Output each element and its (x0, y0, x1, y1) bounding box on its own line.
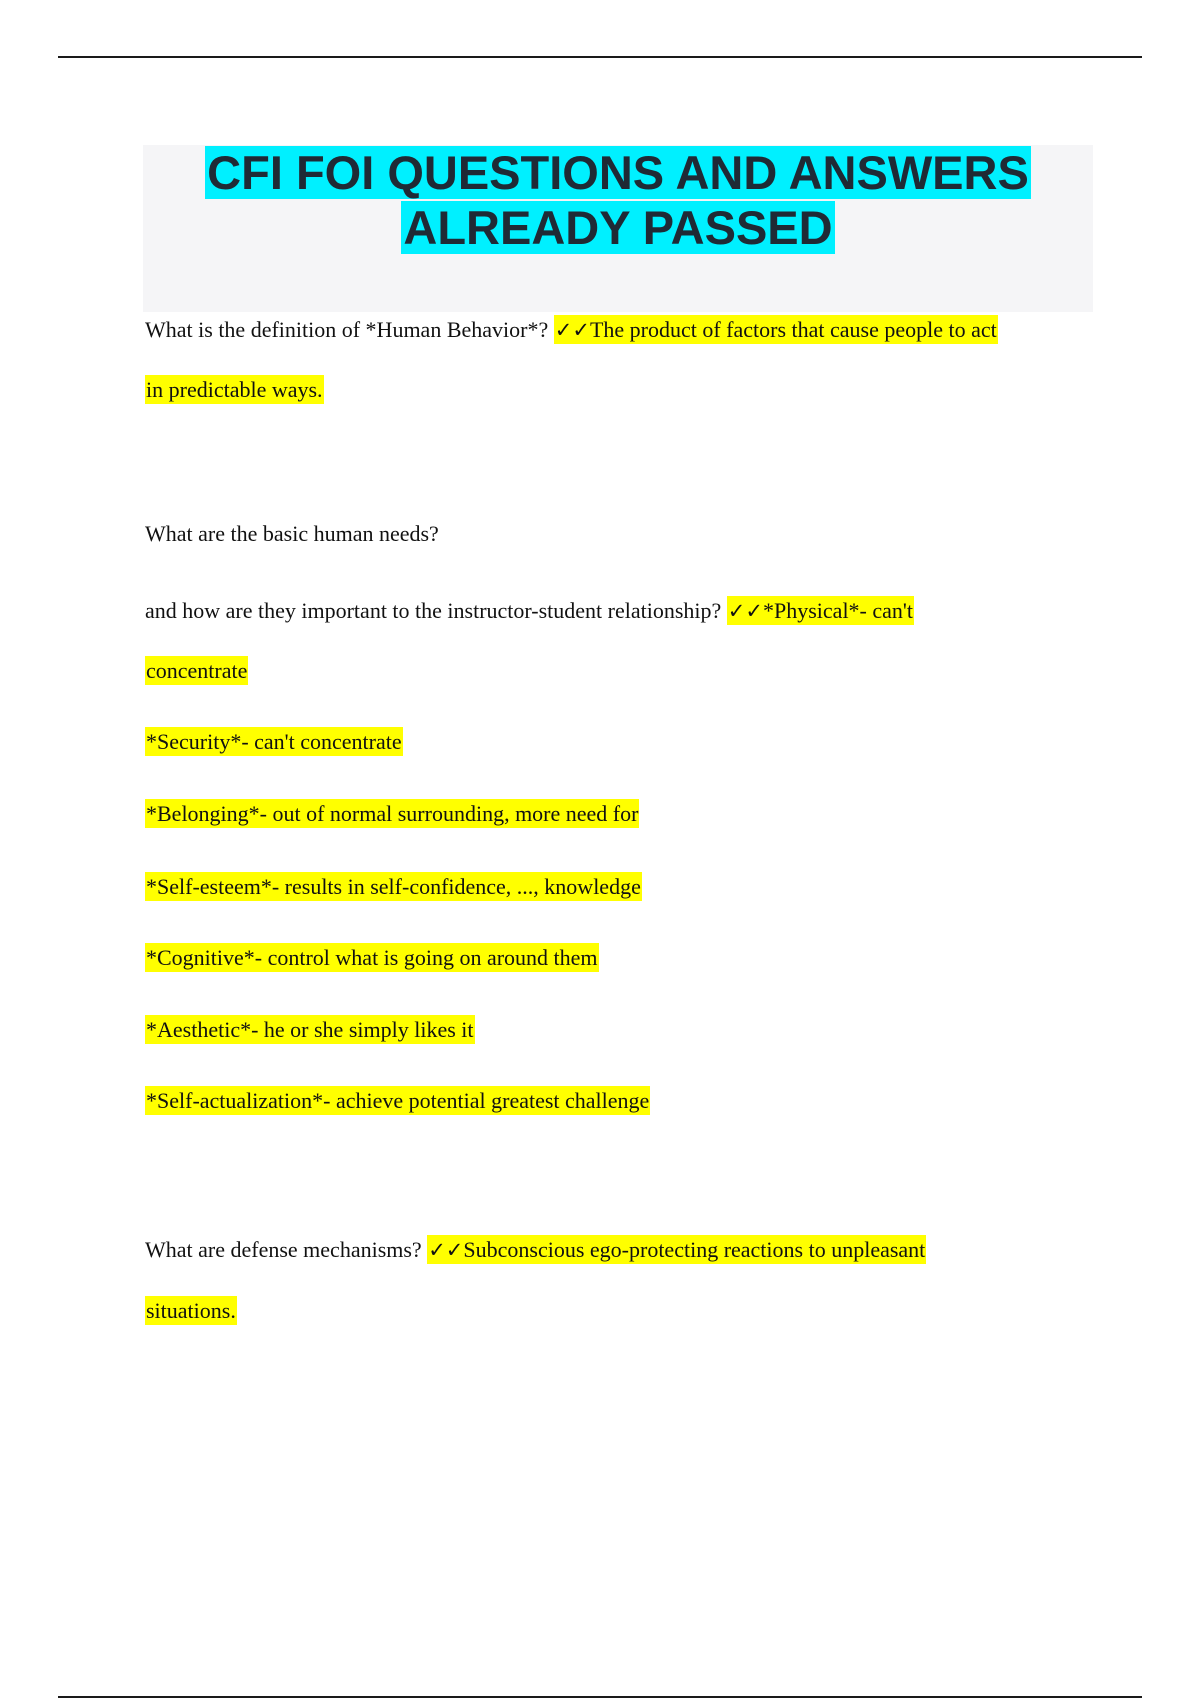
top-rule (58, 56, 1142, 58)
qa-2-line-1 (145, 520, 439, 548)
double-check-icon: ✓✓ (428, 1238, 464, 1262)
list-item (145, 1087, 650, 1115)
need-belonging: *Belonging*- out of normal surrounding, more need for (146, 801, 639, 826)
qa-2-answer-text-2: concentrate (146, 658, 248, 683)
qa-2-question-2: and how are they important to the instructor-student relationship? (145, 598, 722, 623)
qa-1-answer-text-1: The product of factors that cause people to act (589, 317, 997, 342)
qa-3-answer (427, 1235, 926, 1264)
need-self-esteem: *Self-esteem*- results in self-confidence, ..., knowledge (146, 874, 641, 899)
list-item (145, 728, 403, 756)
qa-3-line-2 (145, 1297, 237, 1325)
list-item (145, 944, 599, 972)
qa-3-answer-text-2: situations. (146, 1298, 236, 1323)
qa-2-line-3 (145, 657, 248, 685)
double-check-icon: ✓✓ (554, 318, 590, 342)
title-line-1: CFI FOI QUESTIONS AND ANSWERS (207, 146, 1029, 199)
qa-1-line-1 (145, 316, 998, 344)
list-item (145, 873, 642, 901)
qa-2-answer-text-1: *Physical*- can't (763, 598, 913, 623)
title-block (143, 145, 1093, 312)
bottom-rule (58, 1696, 1142, 1698)
list-item (145, 1016, 475, 1044)
list-item (145, 800, 639, 828)
double-check-icon: ✓✓ (727, 599, 763, 623)
qa-3-line-1 (145, 1236, 926, 1264)
need-security: *Security*- can't concentrate (146, 729, 402, 754)
qa-1-question: What is the definition of *Human Behavior*? (145, 317, 549, 342)
need-self-actualization: *Self-actualization*- achieve potential greatest challenge (146, 1088, 650, 1113)
qa-2-question-1: What are the basic human needs? (145, 521, 439, 546)
qa-3-question: What are defense mechanisms? (145, 1237, 422, 1262)
need-cognitive: *Cognitive*- control what is going on around them (146, 945, 598, 970)
document-title (143, 145, 1093, 255)
qa-1-line-2 (145, 376, 324, 404)
qa-1-answer-text-2: in predictable ways. (146, 377, 323, 402)
qa-1-answer (554, 315, 998, 344)
qa-3-answer-text-1: Subconscious ego-protecting reactions to unpleasant (463, 1237, 926, 1262)
need-aesthetic: *Aesthetic*- he or she simply likes it (146, 1017, 474, 1042)
qa-2-answer (727, 596, 914, 625)
qa-2-line-2 (145, 597, 914, 625)
title-line-2: ALREADY PASSED (403, 201, 833, 254)
